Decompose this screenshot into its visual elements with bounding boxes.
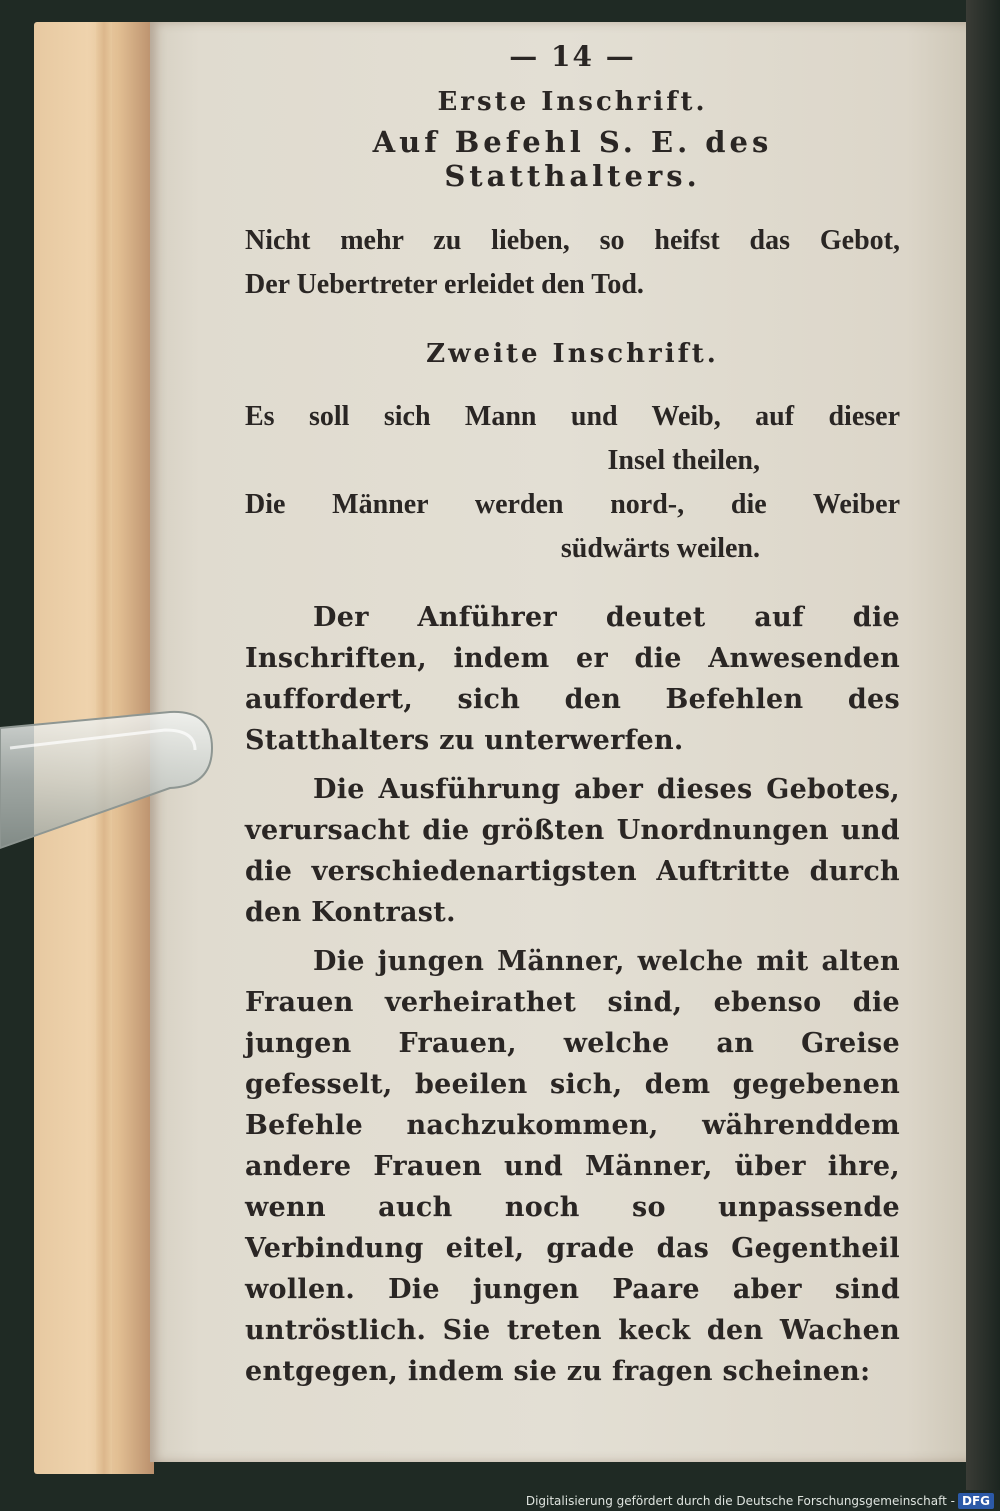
verse2-line1: Es soll sich Mann und Weib, auf dieser bbox=[245, 401, 900, 432]
plastic-page-clip bbox=[0, 708, 215, 858]
book-page bbox=[150, 22, 972, 1462]
verse2-line2: Insel theilen, bbox=[607, 445, 760, 476]
verse2-line4: südwärts weilen. bbox=[560, 533, 760, 564]
paragraph: Der Anführer deutet auf die Inschriften, indem er die Anwesenden auffordert, sich den Befehlen des Statthalters zu unterwerfen. bbox=[245, 602, 900, 756]
first-inscription-heading: Erste Inschrift. bbox=[437, 87, 708, 117]
verse1-line2: Der Uebertreter erleidet den Tod. bbox=[245, 269, 644, 300]
page-text bbox=[245, 40, 900, 1392]
verse1-line1: Nicht mehr zu lieben, so heifst das Gebot, bbox=[245, 225, 900, 256]
paragraph: Die Ausführung aber dieses Gebotes, verursacht die größten Unordnungen und die verschiedenartigsten Auftritte durch den Kontrast. bbox=[245, 774, 900, 928]
digitization-credit bbox=[526, 1493, 994, 1509]
dfg-logo: DFG bbox=[958, 1493, 994, 1509]
credit-text: Digitalisierung gefördert durch die Deutsche Forschungsgemeinschaft - bbox=[525, 1494, 955, 1508]
book-spine-shadow bbox=[966, 0, 1000, 1490]
page-number: — 14 — bbox=[509, 40, 636, 73]
second-inscription-heading: Zweite Inschrift. bbox=[426, 339, 719, 369]
verse2-line3: Die Männer werden nord-, die Weiber bbox=[245, 489, 900, 520]
order-heading: Auf Befehl S. E. des Statthalters. bbox=[372, 125, 773, 193]
paragraph: Die jungen Männer, welche mit alten Frauen verheirathet sind, ebenso die jungen Frauen, welche an Greise gefesselt, beeilen sich, dem gegebenen Befehle nachzukommen, währenddem andere Frauen und Männer, über ihre, wenn auch noch so unpassende Verbindung eitel, grade das Gegentheil wollen. Die jungen Paare aber sind untröstlich. Sie treten keck den Wachen entgegen, indem sie zu fragen scheinen: bbox=[245, 946, 900, 1387]
